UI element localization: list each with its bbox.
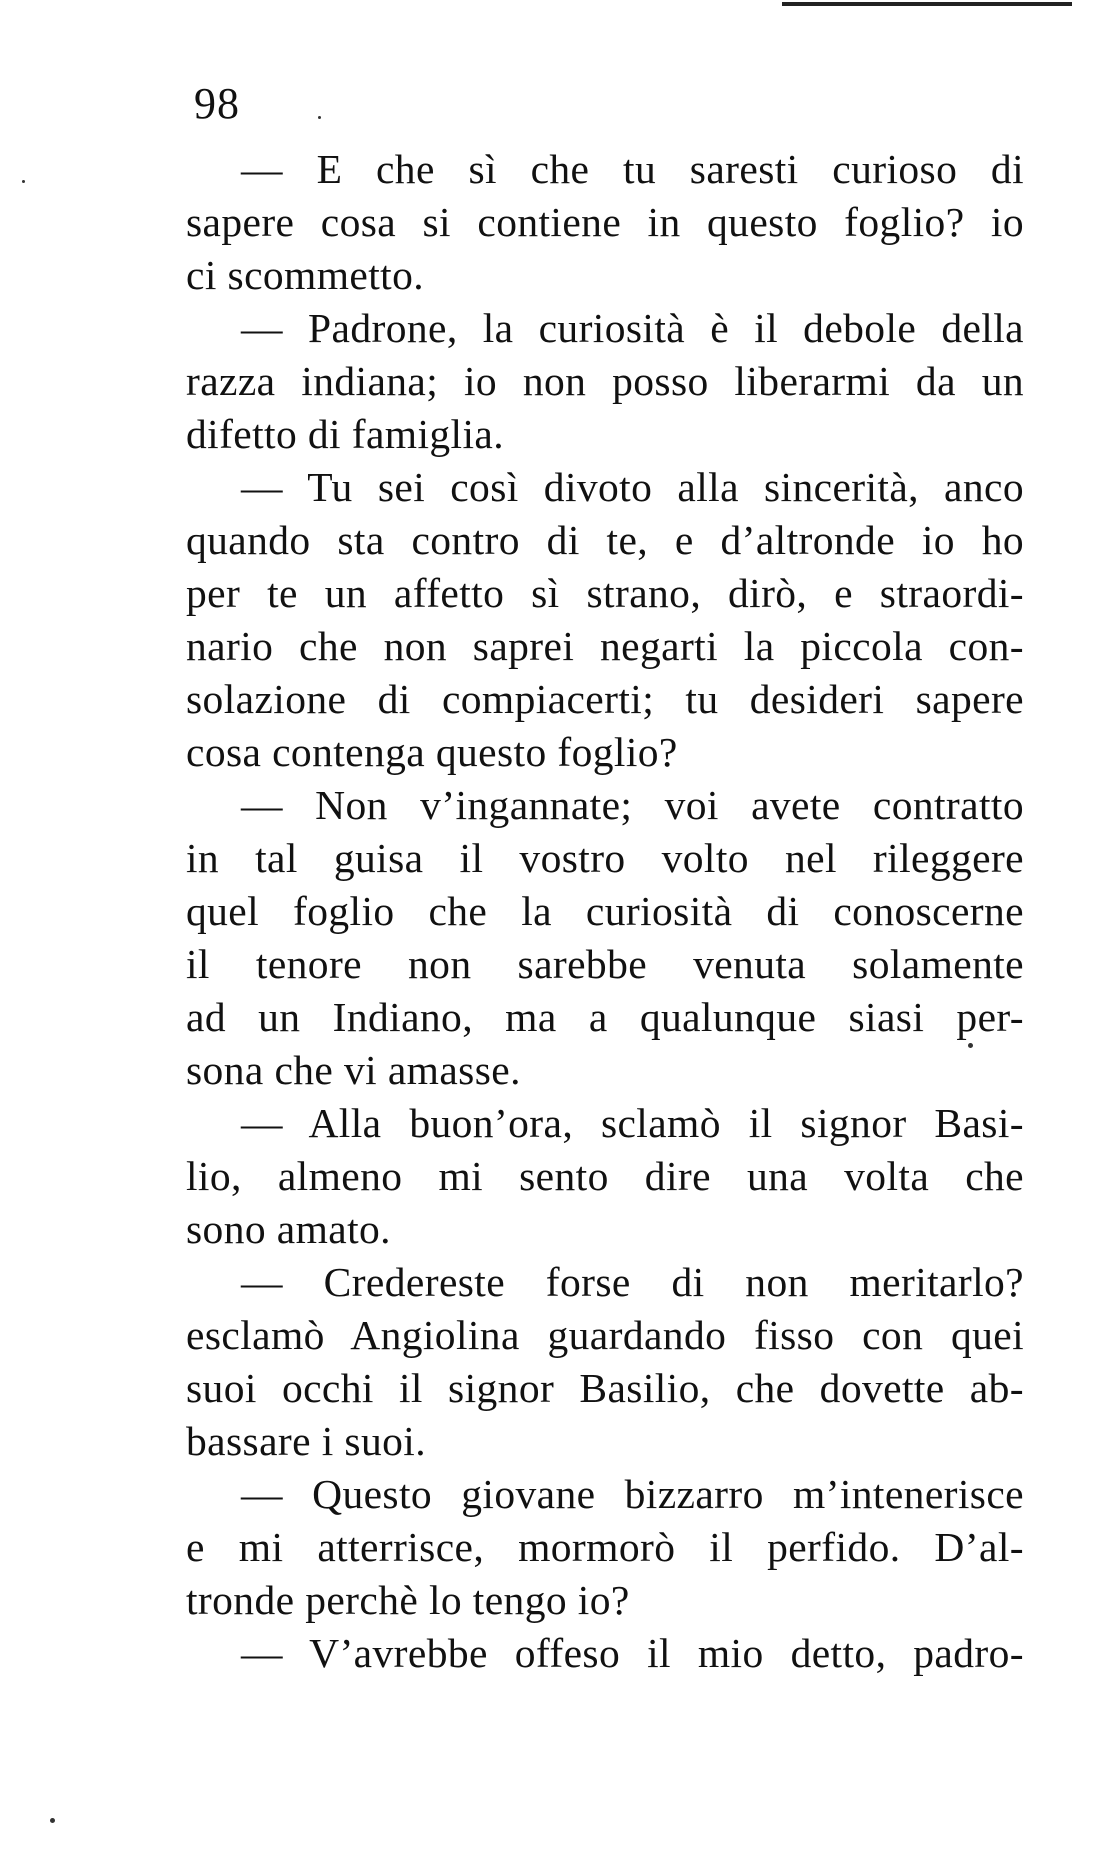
text-line: razza indiana; io non posso liberarmi da un (186, 358, 1024, 404)
text-line: nario che non saprei negarti la piccola con- (186, 623, 1024, 669)
text-line: difetto di famiglia. (186, 411, 505, 457)
ink-speck (968, 1043, 973, 1048)
text-line: solazione di compiacerti; tu desideri sapere (186, 676, 1024, 722)
text-line: sono amato. (186, 1206, 391, 1252)
text-line: quando sta contro di te, e d’altronde io ho (186, 517, 1024, 563)
text-line: in tal guisa il vostro volto nel rileggere (186, 835, 1024, 881)
text-line: sona che vi amasse. (186, 1047, 521, 1093)
text-line: — Alla buon’ora, sclamò il signor Basi- (241, 1100, 1024, 1146)
text-line: quel foglio che la curiosità di conoscerne (186, 888, 1024, 934)
ink-speck (50, 1818, 55, 1823)
text-line: ad un Indiano, ma a qualunque siasi per- (186, 994, 1024, 1040)
text-line: lio, almeno mi sento dire una volta che (186, 1153, 1024, 1199)
text-line: cosa contenga questo foglio? (186, 729, 678, 775)
text-line: bassare i suoi. (186, 1418, 426, 1464)
text-line: per te un affetto sì strano, dirò, e straordi- (186, 570, 1024, 616)
ink-speck (22, 180, 25, 183)
text-line: — V’avrebbe offeso il mio detto, padro- (241, 1630, 1024, 1676)
text-line: ci scommetto. (186, 252, 425, 298)
ink-speck (318, 116, 321, 119)
text-line: esclamò Angiolina guardando fisso con quei (186, 1312, 1024, 1358)
text-line: — Tu sei così divoto alla sincerità, anco (241, 464, 1024, 510)
text-line: — Credereste forse di non meritarlo? (241, 1259, 1024, 1305)
text-line: — E che sì che tu saresti curioso di (241, 146, 1024, 192)
body-text (186, 143, 1024, 1680)
text-line: e mi atterrisce, mormorò il perfido. D’al- (186, 1524, 1024, 1570)
text-line: — Padrone, la curiosità è il debole della (241, 305, 1024, 351)
text-line: suoi occhi il signor Basilio, che dovette ab- (186, 1365, 1024, 1411)
page-number: 98 (194, 79, 240, 128)
text-line: — Non v’ingannate; voi avete contratto (241, 782, 1024, 828)
text-line: sapere cosa si contiene in questo foglio? io (186, 199, 1024, 245)
text-line: — Questo giovane bizzarro m’intenerisce (241, 1471, 1024, 1517)
top-rule (782, 2, 1072, 6)
text-line: tronde perchè lo tengo io? (186, 1577, 630, 1623)
text-line: il tenore non sarebbe venuta solamente (186, 941, 1024, 987)
